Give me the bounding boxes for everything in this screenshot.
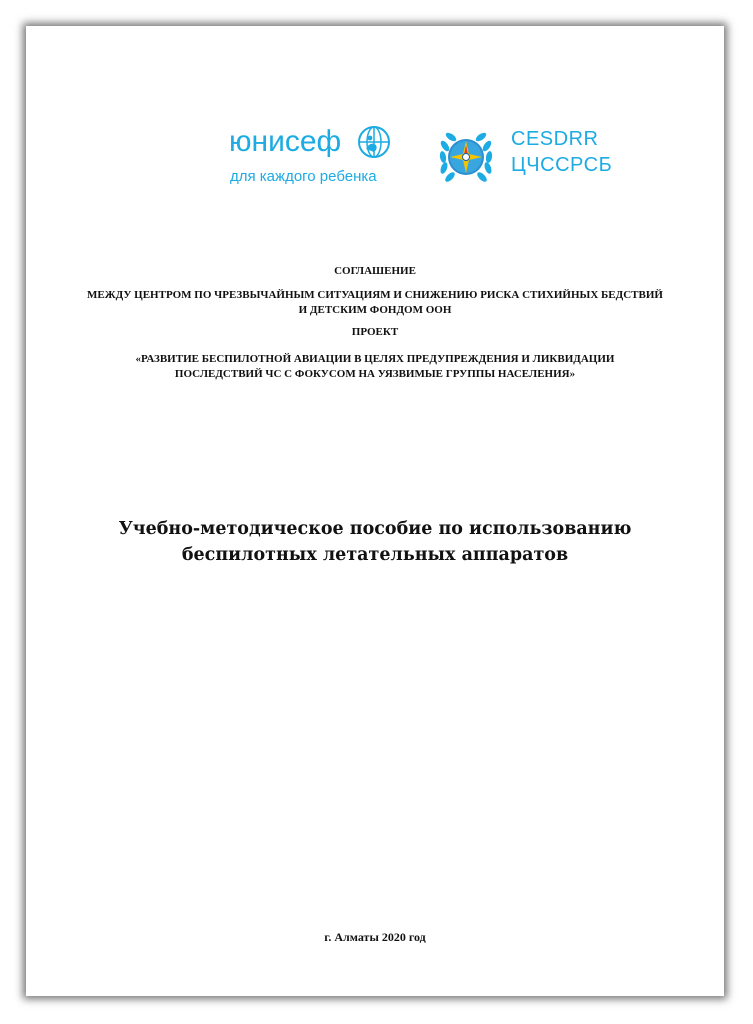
document-title: Учебно-методическое пособие по использованию беспилотных летательных аппаратов bbox=[118, 519, 632, 565]
project-title: «РАЗВИТИЕ БЕСПИЛОТНОЙ АВИАЦИИ В ЦЕЛЯХ ПРЕДУПРЕЖДЕНИЯ И ЛИКВИДАЦИИ ПОСЛЕДСТВИЙ ЧС С ФОКУСОМ НА УЯЗВИМЫЕ ГРУППЫ НАСЕЛЕНИЯ» bbox=[135, 353, 615, 380]
agreement-heading: СОГЛАШЕНИЕ bbox=[334, 265, 416, 277]
place-and-year: г. Алматы 2020 год bbox=[324, 930, 426, 944]
unicef-globe-icon bbox=[357, 125, 391, 159]
unicef-name: юнисеф bbox=[229, 125, 342, 158]
document-page bbox=[26, 26, 724, 996]
cesdrr-name-ru: ЦЧССРСБ bbox=[511, 154, 613, 176]
unicef-tagline: для каждого ребенка bbox=[230, 168, 377, 185]
project-heading: ПРОЕКТ bbox=[351, 326, 399, 338]
cesdrr-emblem-icon bbox=[433, 124, 499, 190]
agreement-parties: МЕЖДУ ЦЕНТРОМ ПО ЧРЕЗВЫЧАЙНЫМ СИТУАЦИЯМ И СНИЖЕНИЮ РИСКА СТИХИЙНЫХ БЕДСТВИЙ И ДЕТСКИМ ФОНДОМ ООН bbox=[87, 289, 663, 316]
cesdrr-name-en: CESDRR bbox=[511, 128, 599, 150]
cesdrr-logo bbox=[433, 122, 633, 197]
unicef-logo bbox=[229, 122, 404, 197]
logo-row bbox=[26, 122, 724, 202]
